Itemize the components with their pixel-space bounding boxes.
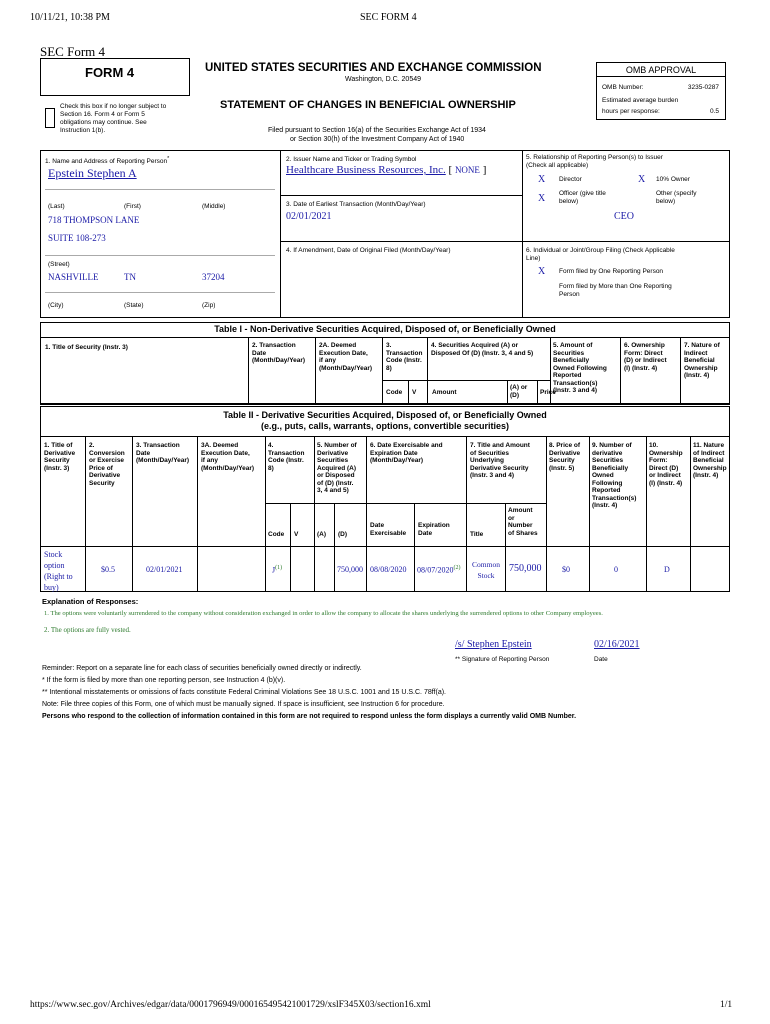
- t2-sub-exercisable: Date Exercisable: [370, 522, 407, 537]
- t2-sub-d: (D): [338, 531, 348, 538]
- ticker-close: ]: [482, 164, 487, 176]
- section16-checkbox[interactable]: [45, 108, 55, 128]
- t2-row-title: Stock option (Right to buy): [44, 550, 73, 592]
- omb-number-label: OMB Number:: [602, 84, 644, 91]
- t1-col4: 4. Securities Acquired (A) or Disposed Of (D) (Instr. 3, 4 and 5): [431, 342, 534, 357]
- issuer-name-link[interactable]: Healthcare Business Resources, Inc.: [286, 164, 446, 176]
- t2-row-owned-following: 0: [614, 565, 618, 574]
- t2-row-expiration-footnote[interactable]: (2): [453, 565, 461, 571]
- street-line-1: 718 THOMPSON LANE: [48, 215, 140, 225]
- t2-col3a: 3A. Deemed Execution Date, if any (Month/Day/Year): [201, 442, 255, 472]
- agency-title: UNITED STATES SECURITIES AND EXCHANGE COMMISSION: [205, 62, 542, 74]
- box5-label-2: (Check all applicable): [526, 162, 589, 169]
- persons-note: Persons who respond to the collection of information contained in this form are not required to respond unless the form displays a currently valid OMB Number.: [42, 713, 577, 720]
- t2-sub-code: Code: [268, 531, 285, 538]
- explanation-note-2: 2. The options are fully vested.: [44, 626, 131, 634]
- form-label-box: [40, 58, 190, 96]
- star-note-1: * If the form is filed by more than one reporting person, see Instruction 4 (b)(v).: [42, 677, 286, 684]
- t2-col5: 5. Number of Derivative Securities Acquired (A) or Disposed of (D) (Instr. 3, 4 and 5): [317, 442, 357, 494]
- box5-label-1: 5. Relationship of Reporting Person(s) to Issuer: [526, 154, 663, 161]
- t1-sub-ad: (A) or (D): [510, 384, 528, 399]
- last-label: (Last): [48, 203, 65, 210]
- street-line-2: SUITE 108-273: [48, 233, 106, 243]
- signature-label: ** Signature of Reporting Person: [455, 656, 550, 663]
- earliest-transaction-date: 02/01/2021: [286, 211, 332, 222]
- t2-col4: 4. Transaction Code (Instr. 8): [268, 442, 305, 472]
- box2-label: 2. Issuer Name and Ticker or Trading Symbol: [286, 156, 417, 163]
- t2-sub-a: (A): [317, 531, 327, 538]
- box6-label-2: Line): [526, 255, 541, 262]
- checkbox-text-1: Check this box if no longer subject to: [60, 103, 167, 110]
- t2-col9: 9. Number of derivative Securities Beneficially Owned Following Reported Transaction(s) (Instr. 4): [592, 442, 637, 509]
- t2-row-code-footnote[interactable]: (1): [275, 565, 283, 571]
- director-mark: X: [538, 174, 546, 185]
- officer-mark: X: [538, 193, 546, 204]
- t1-col3: 3. Transaction Code (Instr. 8): [386, 342, 423, 372]
- t2-row-exercisable: 08/08/2020: [370, 565, 407, 574]
- t1-col1: 1. Title of Security (Instr. 3): [45, 344, 128, 351]
- table2-title-1: Table II - Derivative Securities Acquired, Disposed of, or Beneficially Owned: [223, 410, 547, 420]
- t1-col7: 7. Nature of Indirect Beneficial Ownership (Instr. 4): [684, 342, 720, 379]
- omb-burden-label-2: hours per response:: [602, 108, 660, 115]
- officer-label-1: Officer (give title: [559, 190, 606, 197]
- t2-sub-expiration: Expiration Date: [418, 522, 450, 537]
- checkbox-text-2: Section 16. Form 4 or Form 5: [60, 111, 145, 118]
- signature-date-label: Date: [594, 656, 608, 663]
- file-copies-note: Note: File three copies of this Form, one of which must be manually signed. If space is insufficient, see Instruction 6 for procedure.: [42, 701, 445, 708]
- t2-col3: 3. Transaction Date (Month/Day/Year): [136, 442, 190, 464]
- star-note-2: ** Intentional misstatements or omissions of facts constitute Federal Criminal Violations See 18 U.S.C. 1001 and 15 U.S.C. 78ff(a).: [42, 689, 446, 696]
- signature: /s/ Stephen Epstein: [455, 639, 532, 650]
- signature-date: 02/16/2021: [594, 639, 640, 650]
- state-value: TN: [124, 272, 136, 282]
- t1-sub-v: V: [412, 389, 417, 396]
- t2-sub-title: Title: [470, 531, 484, 538]
- t2-row-price: $0.5: [101, 565, 115, 574]
- t1-col2a: 2A. Deemed Execution Date, if any (Month/Day/Year): [319, 342, 373, 372]
- more-person-label-1: Form filed by More than One Reporting: [559, 283, 672, 290]
- agency-location: Washington, D.C. 20549: [345, 76, 422, 83]
- omb-burden-label: Estimated average burden: [602, 97, 679, 104]
- t1-sub-code: Code: [386, 389, 403, 396]
- checkbox-text-4: Instruction 1(b).: [60, 127, 106, 134]
- street-label: (Street): [48, 261, 70, 268]
- first-label: (First): [124, 203, 141, 210]
- t2-col10: 10. Ownership Form: Direct (D) or Indirect (I) (Instr. 4): [649, 442, 683, 487]
- one-person-mark: X: [538, 266, 546, 277]
- box4-label: 4. If Amendment, Date of Original Filed (Month/Day/Year): [286, 247, 451, 254]
- t2-row-expiration: 08/07/2020$^{(2)}$: [417, 565, 461, 575]
- ticker-open: [: [448, 164, 453, 176]
- ten-percent-label: 10% Owner: [656, 176, 690, 183]
- officer-label-2: below): [559, 198, 579, 205]
- reporting-person-name[interactable]: Epstein Stephen A: [48, 166, 137, 180]
- t2-col6: 6. Date Exercisable and Expiration Date (Month/Day/Year): [370, 442, 443, 464]
- one-person-label: Form filed by One Reporting Person: [559, 268, 664, 275]
- zip-value: 37204: [202, 272, 225, 282]
- issuer-line: [286, 164, 486, 176]
- ten-percent-mark: X: [638, 174, 646, 185]
- t2-row-ownership-form: D: [664, 565, 670, 574]
- other-label-2: below): [656, 198, 676, 205]
- director-label: Director: [559, 176, 582, 183]
- middle-label: (Middle): [202, 203, 226, 210]
- box3-label: 3. Date of Earliest Transaction (Month/Day/Year): [286, 201, 426, 208]
- statement-title: STATEMENT OF CHANGES IN BENEFICIAL OWNERSHIP: [220, 99, 516, 111]
- t2-row-underlying-title: Common Stock: [472, 560, 500, 580]
- t2-col8: 8. Price of Derivative Security (Instr. 5): [549, 442, 581, 472]
- t1-sub-price: Price: [540, 389, 556, 396]
- omb-title: OMB APPROVAL: [597, 63, 725, 77]
- more-person-label-2: Person: [559, 291, 580, 298]
- doc-title: SEC Form 4: [40, 44, 106, 59]
- t2-col1: 1. Title of Derivative Security (Instr. 3): [44, 442, 76, 472]
- t1-col6: 6. Ownership Form: Direct (D) or Indirect (I) (Instr. 4): [624, 342, 667, 372]
- other-label-1: Other (specify: [656, 190, 697, 197]
- print-page-number: 1/1: [720, 1000, 733, 1010]
- t2-row-date: 02/01/2021: [146, 565, 183, 574]
- t2-row-disposed: 750,000: [337, 565, 363, 574]
- print-url: https://www.sec.gov/Archives/edgar/data/0001796949/000165495421001729/xslF345X03/section16.xml: [30, 1000, 431, 1010]
- print-datetime: 10/11/21, 10:38 PM: [30, 12, 110, 23]
- table1-title: Table I - Non-Derivative Securities Acquired, Disposed of, or Beneficially Owned: [214, 324, 556, 334]
- t1-col2: 2. Transaction Date (Month/Day/Year): [252, 342, 306, 364]
- reminder-note: Reminder: Report on a separate line for each class of securities beneficially owned directly or indirectly.: [42, 665, 362, 672]
- city-value: NASHVILLE: [48, 272, 99, 282]
- zip-label: (Zip): [202, 302, 216, 309]
- t1-col5: 5. Amount of Securities Beneficially Owned Following Reported Transaction(s) (Instr. 3 and 4): [553, 342, 607, 394]
- state-label: (State): [124, 302, 144, 309]
- print-title: SEC FORM 4: [360, 12, 417, 23]
- explanation-title: Explanation of Responses:: [42, 597, 139, 606]
- box1-label: 1. Name and Address of Reporting Person*: [45, 156, 170, 166]
- t2-col2: 2. Conversion or Exercise Price of Derivative Security: [89, 442, 125, 487]
- t2-col11: 11. Nature of Indirect Beneficial Ownership (Instr. 4): [693, 442, 727, 479]
- checkbox-text-3: obligations may continue. See: [60, 119, 147, 126]
- officer-title: CEO: [614, 211, 634, 222]
- ticker-symbol: NONE: [454, 165, 480, 175]
- form-label: FORM 4: [85, 65, 135, 80]
- table2-title-2: (e.g., puts, calls, warrants, options, convertible securities): [260, 421, 510, 431]
- box6-label-1: 6. Individual or Joint/Group Filing (Check Applicable: [526, 247, 675, 254]
- t1-sub-amount: Amount: [432, 389, 457, 396]
- t2-col7: 7. Title and Amount of Securities Underlying Derivative Security (Instr. 3 and 4): [470, 442, 530, 479]
- t2-row-underlying-amount: 750,000: [509, 563, 542, 574]
- omb-number-value: 3235-0287: [687, 84, 719, 91]
- t2-row-deriv-price: $0: [562, 565, 570, 574]
- omb-burden-value: 0.5: [709, 108, 719, 115]
- t2-row-code: $J^{(1)}$: [272, 565, 283, 575]
- omb-approval-box: [596, 62, 726, 120]
- t2-sub-amount: Amount or Number of Shares: [508, 507, 538, 537]
- t2-sub-v: V: [294, 531, 299, 538]
- filed-pursuant-1: Filed pursuant to Section 16(a) of the Securities Exchange Act of 1934: [268, 127, 486, 134]
- filed-pursuant-2: or Section 30(h) of the Investment Company Act of 1940: [290, 136, 465, 143]
- explanation-note-1: 1. The options were voluntarily surrendered to the company without consideration exchanged in order to allow the company to allocate the shares underlying the surrendered options to other Company employees.: [44, 610, 603, 617]
- city-label: (City): [48, 302, 64, 309]
